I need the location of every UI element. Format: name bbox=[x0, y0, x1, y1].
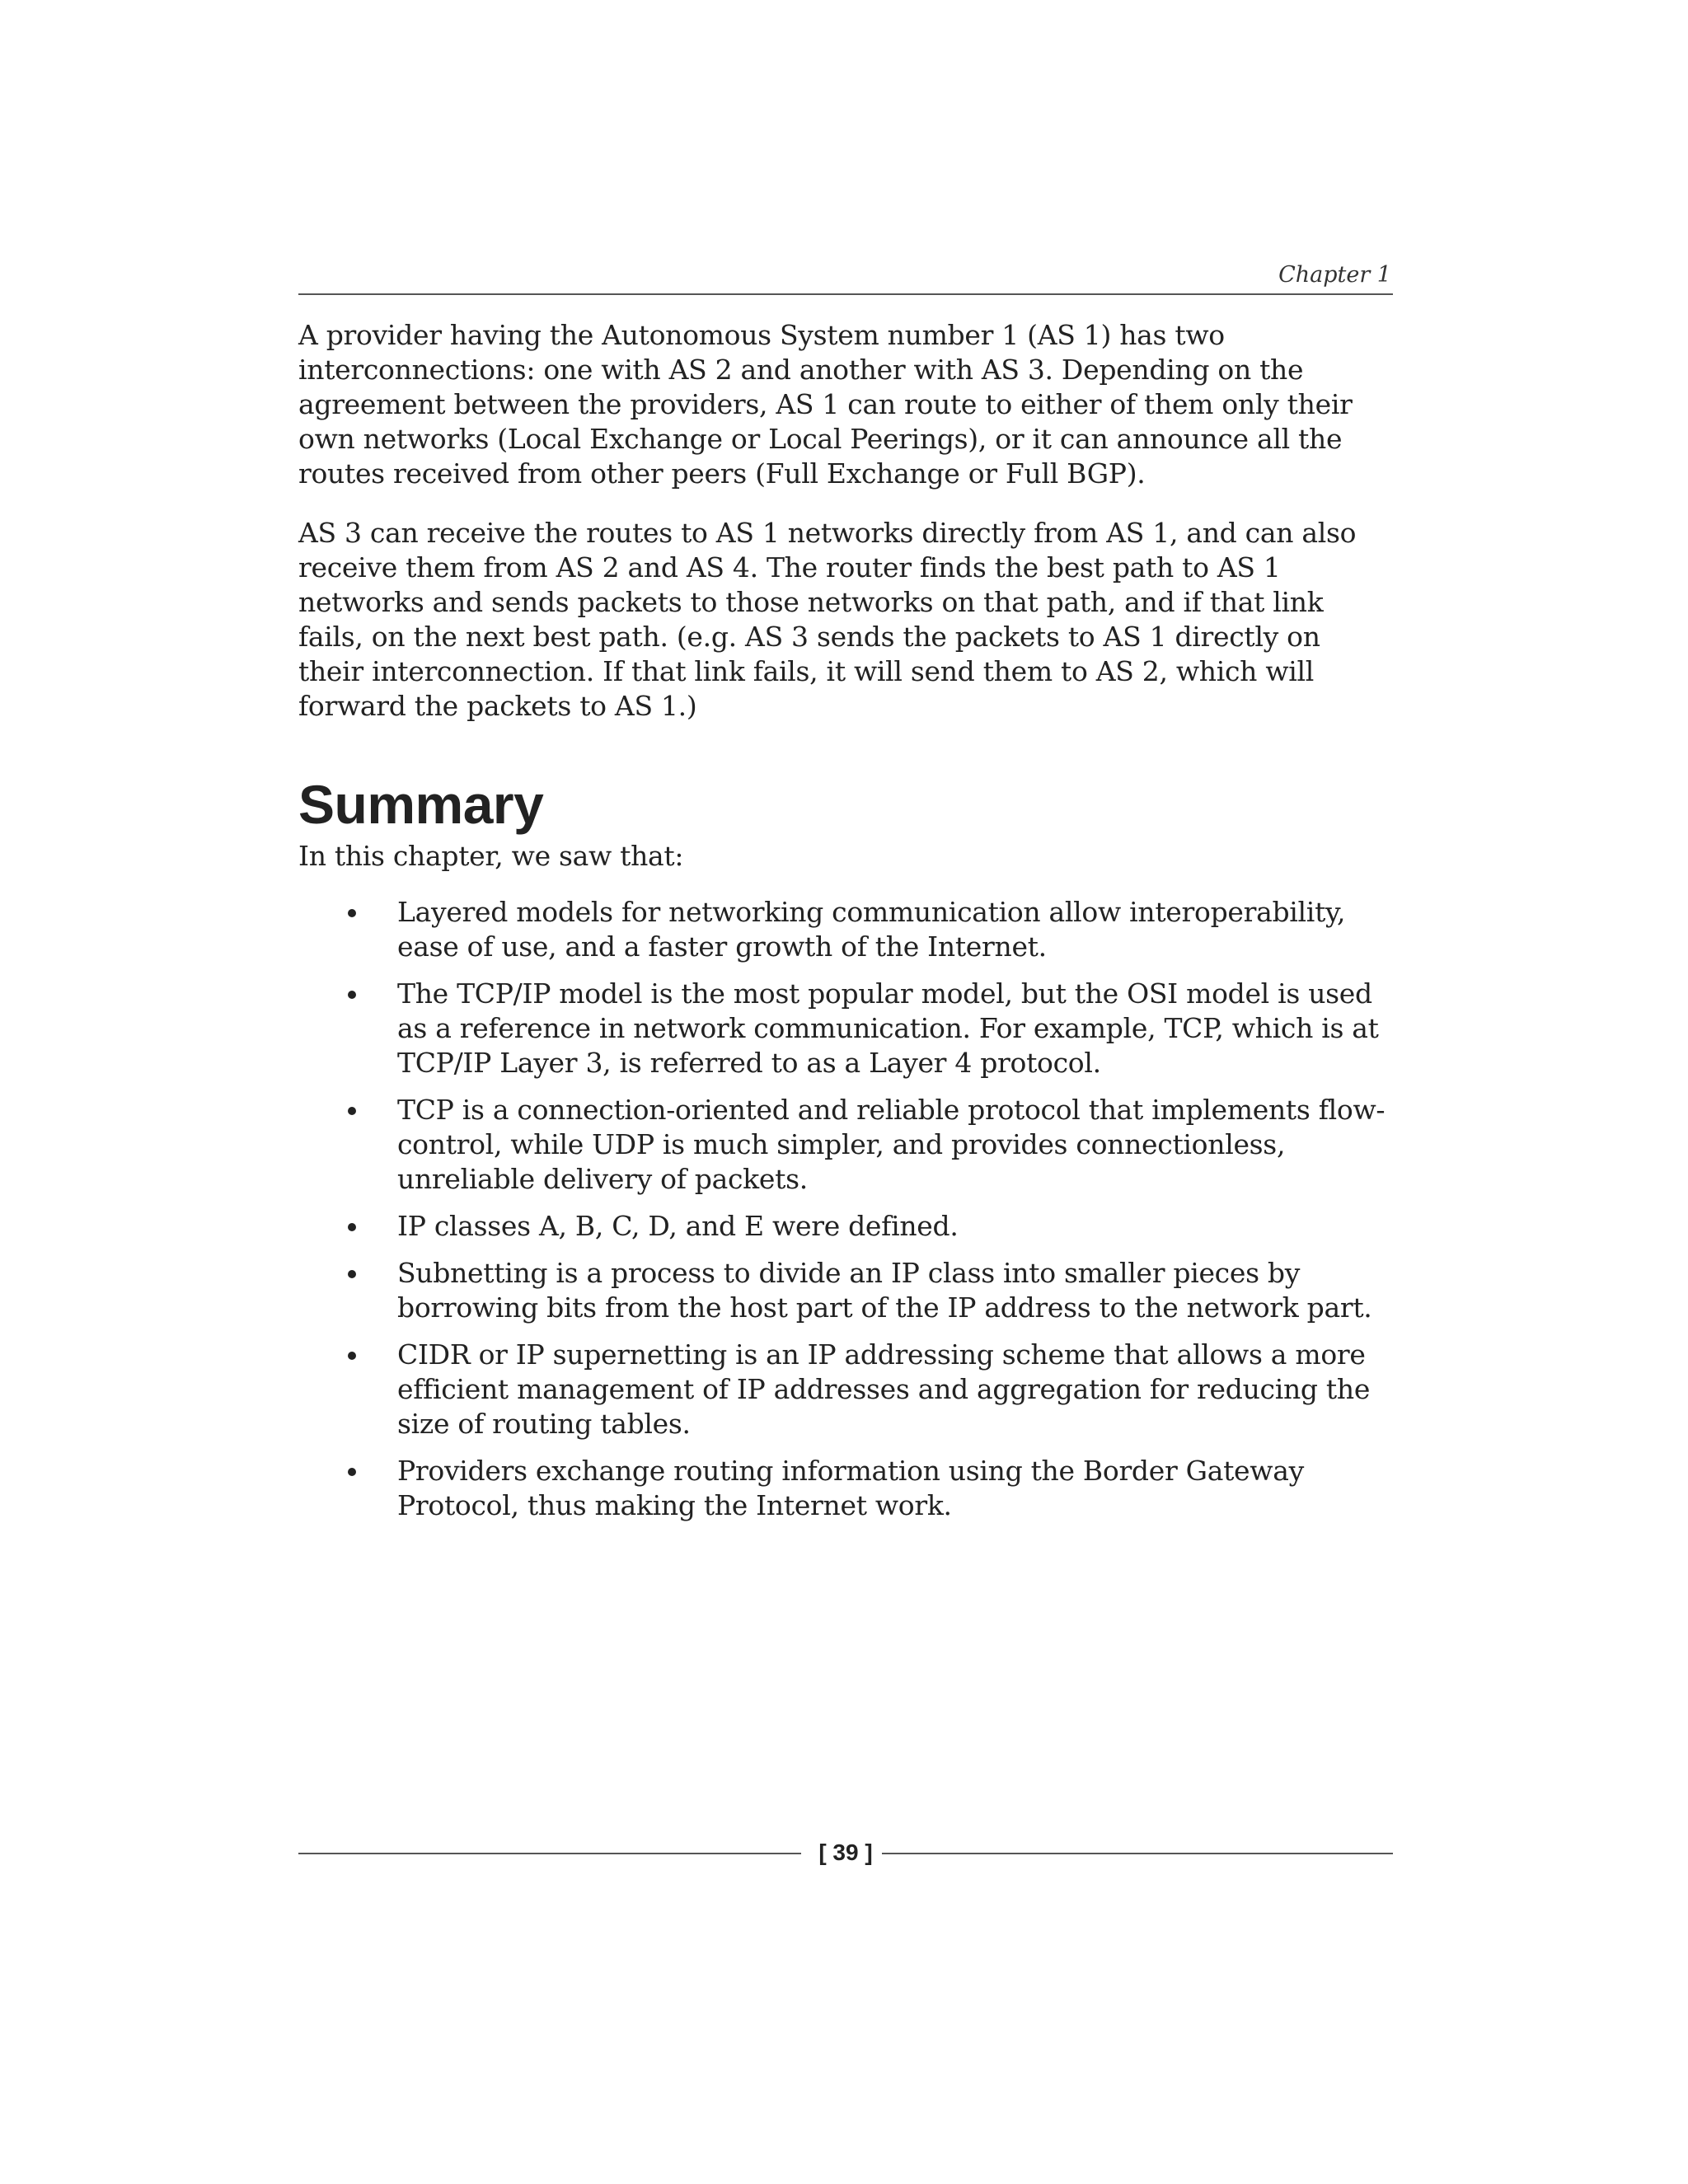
list-item bbox=[298, 895, 1393, 964]
list-item-text: IP classes A, B, C, D, and E were defined. bbox=[397, 1210, 959, 1242]
bullet-icon bbox=[348, 1352, 356, 1360]
list-item-text: Layered models for networking communication allow interoperability, ease of use, and a faster growth of the Internet. bbox=[397, 896, 1346, 963]
footer-rule-left bbox=[298, 1853, 801, 1854]
bullet-icon bbox=[348, 1107, 356, 1115]
header-rule bbox=[298, 293, 1393, 295]
list-item bbox=[298, 1209, 1393, 1244]
list-item bbox=[298, 1093, 1393, 1197]
body-paragraph: AS 3 can receive the routes to AS 1 networks directly from AS 1, and can also receive them from AS 2 and AS 4. The router finds the best path to AS 1 networks and sends packets to those networks on that path, and if that link fails, on the next best path. (e.g. AS 3 sends the packets to AS 1 directly on their interconnection. If that link fails, it will send them to AS 2, which will forward the packets to AS 1.) bbox=[298, 517, 1357, 722]
running-header: Chapter 1 bbox=[1278, 262, 1391, 288]
list-item bbox=[298, 1454, 1393, 1523]
list-item-text: TCP is a connection-oriented and reliable protocol that implements flow-control, while UDP is much simpler, and provides connectionless, unreliable delivery of packets. bbox=[397, 1094, 1386, 1195]
list-item-text: The TCP/IP model is the most popular model, but the OSI model is used as a reference in network communication. For example, TCP, which is at TCP/IP Layer 3, is referred to as a Layer 4 protocol. bbox=[397, 977, 1379, 1079]
bullet-icon bbox=[348, 1468, 356, 1476]
bullet-icon bbox=[348, 1270, 356, 1278]
bullet-icon bbox=[348, 909, 356, 917]
summary-bullet-list bbox=[298, 895, 1393, 1523]
page-footer bbox=[298, 1836, 1393, 1869]
list-item bbox=[298, 1256, 1393, 1325]
list-item-text: CIDR or IP supernetting is an IP addressing scheme that allows a more efficient management of IP addresses and aggregation for reducing the size of routing tables. bbox=[397, 1338, 1371, 1440]
list-item bbox=[298, 1338, 1393, 1441]
bullet-icon bbox=[348, 991, 356, 999]
list-item-text: Providers exchange routing information using the Border Gateway Protocol, thus making the Internet work. bbox=[397, 1455, 1304, 1521]
body-paragraph: A provider having the Autonomous System number 1 (AS 1) has two interconnections: one with AS 2 and another with AS 3. Depending on the agreement between the providers, AS 1 can route to either of them only their own networks (Local Exchange or Local Peerings), or it can announce all the routes received from other peers (Full Exchange or Full BGP). bbox=[298, 319, 1353, 490]
section-heading: Summary bbox=[298, 774, 544, 835]
list-item bbox=[298, 977, 1393, 1080]
page-number: [ 39 ] bbox=[818, 1840, 873, 1865]
summary-intro: In this chapter, we saw that: bbox=[298, 840, 684, 872]
list-item-text: Subnetting is a process to divide an IP class into smaller pieces by borrowing bits from the host part of the IP address to the network part. bbox=[397, 1257, 1372, 1324]
page-content bbox=[298, 260, 1393, 1535]
footer-rule-right bbox=[882, 1853, 1393, 1854]
bullet-icon bbox=[348, 1223, 356, 1231]
